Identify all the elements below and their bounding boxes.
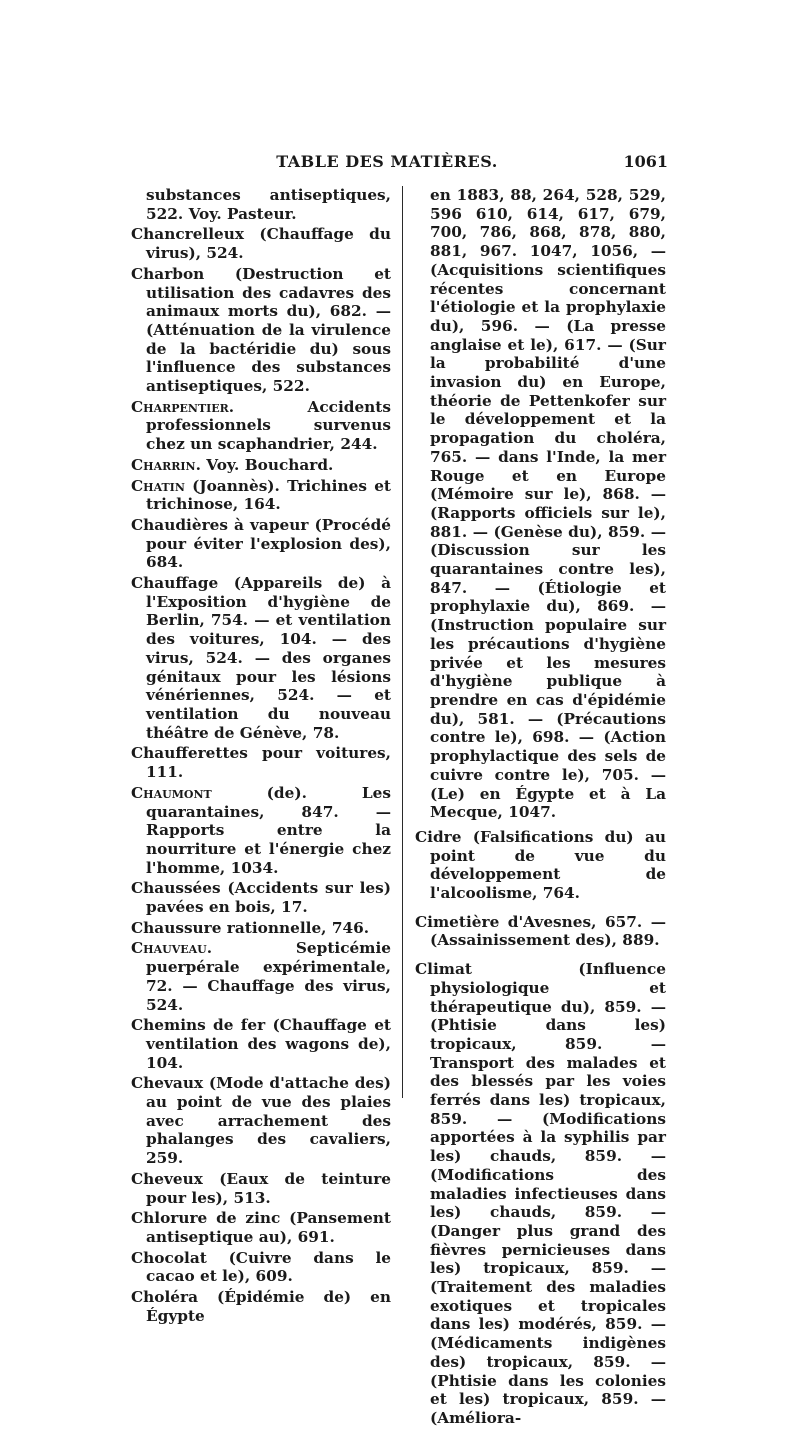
entry-text: Charbon (Destruction et utilisation des cadavres des animaux morts du), 682. — (Atténuation de la virulence de la bactéridie du) sous l'influence des substances antiseptiques, 522. [131,264,391,396]
right-index-entry [415,828,666,903]
left-index-entry [131,516,391,572]
entry-text: Chaussées (Accidents sur les) pavées en bois, 17. [131,879,391,917]
entry-text: (de). Les quarantaines, 847. — Rapports entre la nourriture et l'énergie chez l'homme, 1034. [146,783,391,877]
entry-text: Cidre (Falsifications du) au point de vue du développement de l'alcoolisme, 764. [415,827,666,903]
left-index-entry [131,744,391,781]
left-index-entry [131,939,391,1014]
left-index-entry [131,1288,391,1325]
left-index-entry [131,186,391,223]
entry-author-name: Charrin. [131,455,201,474]
entry-text: Chevaux (Mode d'attache des) au point de vue des plaies avec arrachement des phalanges des cavaliers, 259. [131,1074,391,1168]
entry-text: Chlorure de zinc (Pansement antiseptique au), 691. [131,1209,391,1246]
entry-author-name: Chauveau. [131,939,213,958]
entry-text: Chaufferettes pour voitures, 111. [131,744,391,782]
left-index-entry [131,919,391,938]
entry-author-name: Charpentier. [131,397,235,416]
entry-text: Choléra (Épidémie de) en Égypte [131,1288,391,1325]
right-index-entry [415,913,666,950]
entry-text: Chaussure rationnelle, 746. [131,918,370,937]
left-index-entry [131,574,391,742]
left-index-entry [131,456,391,475]
entry-text: Chemins de fer (Chauffage et ventilation des wagons de), 104. [131,1016,391,1072]
right-index-entry [415,960,666,1428]
left-index-entry [131,265,391,396]
right-column [415,186,666,1438]
entry-text: (Joannès). Trichines et trichinose, 164. [146,476,391,514]
left-index-entry [131,1170,391,1207]
left-index-entry [131,879,391,916]
left-index-entry [131,1209,391,1246]
left-index-entry [131,784,391,878]
entry-text: Chaudières à vapeur (Procédé pour éviter l'explosion des), 684. [131,515,391,572]
page-number: 1061 [623,152,668,171]
entry-text: Cimetière d'Avesnes, 657. — (Assainissement des), 889. [415,912,666,950]
entry-text: en 1883, 88, 264, 528, 529, 596 610, 614, 617, 679, 700, 786, 868, 878, 880, 881, 967. 1047, 1056, — (Acquisitions scientifiques récentes concernant l'étiologie et la prophylaxie du), 596. — (La presse anglaise et le), 617. — (Sur la probabilité d'une invasion du) en Europe, théorie de Pettenkofer sur le développement et la propagation du choléra, 765. — dans l'Inde, la mer Rouge et en Europe (Mémoire sur le), 868. — (Rapports officiels sur le), 881. — (Genèse du), 859. — (Discussion sur les quarantaines contre les), 847. — (Étiologie et prophylaxie du), 869. — (Instruction populaire sur les précautions d'hygiène privée et les mesures d'hygiène publique à prendre en cas d'épidémie du), 581. — (Précautions contre le), 698. — (Action prophylactique des sels de cuivre contre le), 705. — (Le) en Égypte et à La Mecque, 1047. [430,186,666,822]
header-title: TABLE DES MATIÈRES. [276,152,498,171]
entry-text: Septicémie puerpérale expérimentale, 72. — Chauffage des virus, 524. [146,939,391,1014]
left-index-entry [131,1074,391,1168]
left-index-entry [131,225,391,262]
entry-text: Chauffage (Appareils de) à l'Exposition d'hygiène de Berlin, 754. — et ventilation des voitures, 104. — des virus, 524. — des organes génitaux pour les lésions vénériennes, 524. — et ventilation du nouveau théâtre de Génève, 78. [131,574,391,742]
entry-author-name: Chaumont [131,783,212,802]
entry-text: Accidents professionnels survenus chez un scaphandrier, 244. [146,397,391,454]
left-index-entry [131,477,391,514]
right-index-entry [415,186,666,822]
left-index-entry [131,1249,391,1286]
column-divider [402,186,403,1098]
left-column [131,186,391,1327]
running-header [0,152,800,182]
entry-text: Chocolat (Cuivre dans le cacao et le), 609. [131,1248,391,1286]
entry-author-name: Chatin [131,476,185,495]
entry-text: substances antiseptiques, 522. Voy. Pasteur. [146,186,391,223]
left-index-entry [131,1016,391,1072]
entry-text: Chancrelleux (Chauffage du virus), 524. [131,225,391,263]
entry-text: Climat (Influence physiologique et thérapeutique du), 859. — (Phtisie dans les) tropicaux, 859. — Transport des malades et des blessés par les voies ferrés dans les) tropicaux, 859. — (Modifications apportées à la syphilis par les) chauds, 859. — (Modifications des maladies infectieuses dans les) chauds, 859. — (Danger plus grand des fièvres pernicieuses dans les) tropicaux, 859. — (Traitement des maladies exotiques et tropicales dans les) modérés, 859. — (Médicaments indigènes des) tropicaux, 859. — (Phtisie dans les colonies et les) tropicaux, 859. — (Améliora- [415,960,666,1427]
entry-text: Voy. Bouchard. [200,455,334,474]
left-index-entry [131,398,391,454]
entry-text: Cheveux (Eaux de teinture pour les), 513. [131,1169,391,1207]
